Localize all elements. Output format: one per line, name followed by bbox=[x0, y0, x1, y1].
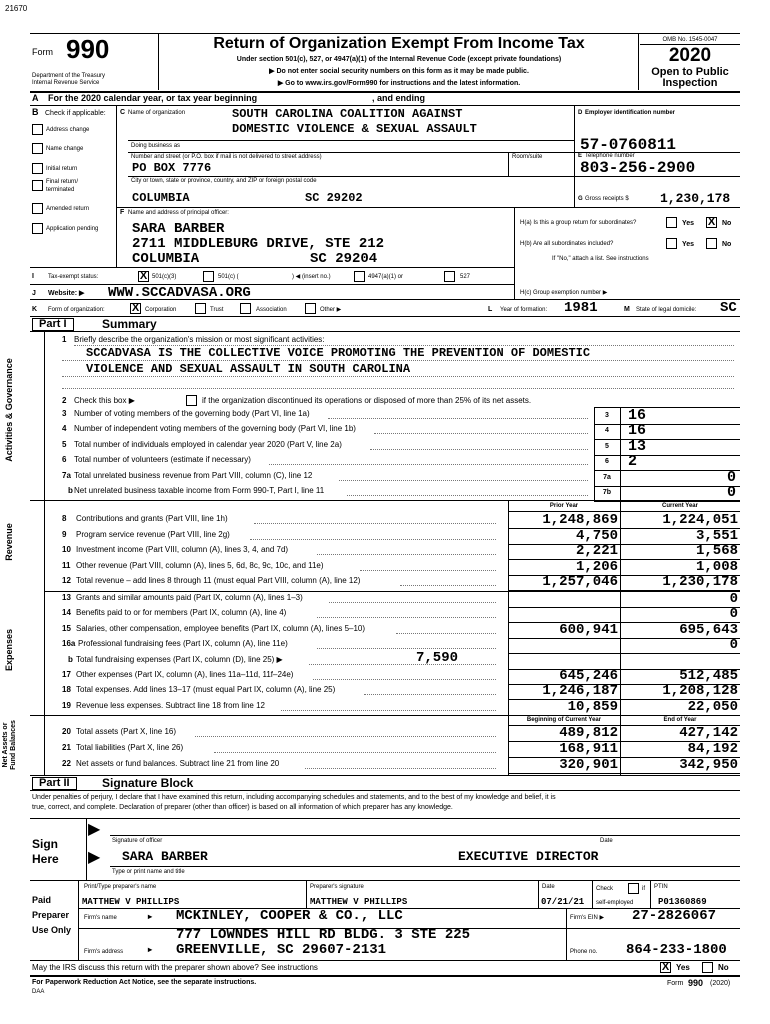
sign-arrow-icon-2: ▶ bbox=[88, 849, 101, 866]
amended-return-label: Amended return bbox=[46, 206, 90, 212]
net-line-num: 21 bbox=[62, 743, 71, 752]
check-label: Check bbox=[596, 886, 614, 892]
line-j-text: Website: ▶ bbox=[48, 290, 85, 297]
hb-yes-label: Yes bbox=[682, 241, 695, 248]
line-j-label: J bbox=[32, 290, 36, 297]
line-a-ending: , and ending bbox=[372, 93, 425, 103]
exp-current-value: 1,208,128 bbox=[662, 683, 738, 700]
ptin-label: PTIN bbox=[654, 884, 668, 890]
initial-return-checkbox[interactable] bbox=[32, 163, 43, 174]
discuss-yes-label: Yes bbox=[676, 963, 690, 972]
exp-prior-value: 600,941 bbox=[559, 621, 618, 638]
rev-dots bbox=[317, 554, 496, 555]
exp-line-text: Professional fundraising fees (Part IX, column (A), line 11e) bbox=[78, 639, 288, 649]
exp-current-value: 512,485 bbox=[679, 668, 738, 684]
box-c-label: C bbox=[120, 109, 126, 116]
gov-line-text: Net unrelated business taxable income from Form 990-T, Part I, line 11 bbox=[74, 486, 325, 495]
box-g-label: G bbox=[578, 196, 583, 202]
net-dots bbox=[305, 768, 496, 769]
exp-line-text: Grants and similar amounts paid (Part IX, column (A), lines 1–3) bbox=[76, 593, 303, 602]
street-address: PO BOX 7776 bbox=[132, 161, 212, 175]
firm-ein-label: Firm's EIN ▶ bbox=[570, 915, 605, 921]
exp-row-line bbox=[508, 653, 740, 654]
hb-no-checkbox[interactable] bbox=[706, 238, 717, 249]
final-return-label: Final return/ terminated bbox=[46, 179, 79, 193]
street-label: Number and street (or P.O. box if mail is not delivered to street address) bbox=[131, 154, 322, 160]
gov-value: 16 bbox=[628, 422, 647, 440]
dept-treasury: Department of the Treasury bbox=[32, 73, 106, 79]
website-url[interactable]: WWW.SCCADVASA.ORG bbox=[108, 285, 251, 301]
rev-line-text: Total revenue – add lines 8 through 11 (must equal Part VIII, column (A), line 12) bbox=[76, 576, 361, 586]
firm-name-label: Firm's name bbox=[84, 915, 117, 921]
ha-yes-checkbox[interactable] bbox=[666, 217, 677, 228]
line1-num: 1 bbox=[62, 335, 67, 344]
final-return-checkbox[interactable] bbox=[32, 180, 43, 191]
part2-title: Signature Block bbox=[102, 776, 194, 790]
form-number: 990 bbox=[66, 34, 110, 64]
part1-tag: Part I bbox=[32, 318, 74, 331]
footer-form-word: Form bbox=[667, 980, 684, 987]
col-beginning-year: Beginning of Current Year bbox=[526, 717, 602, 723]
document-id: 21670 bbox=[5, 4, 28, 13]
discuss-no-label: No bbox=[718, 963, 729, 972]
exp-dots bbox=[317, 617, 496, 618]
self-employed-label: self-employed bbox=[596, 900, 634, 906]
room-label: Room/suite bbox=[512, 154, 543, 160]
net-line-text: Total assets (Part X, line 16) bbox=[76, 727, 177, 736]
application-pending-checkbox[interactable] bbox=[32, 223, 43, 234]
city: COLUMBIA bbox=[132, 191, 190, 205]
sign-arrow-icon: ▶ bbox=[88, 821, 101, 838]
preparer-date: 07/21/21 bbox=[541, 897, 585, 907]
line-l-label: L bbox=[488, 306, 493, 313]
discuss-question: May the IRS discuss this return with the preparer shown above? See instructions bbox=[32, 963, 318, 972]
rev-line-num: 10 bbox=[62, 545, 71, 555]
gov-box-number: 6 bbox=[605, 458, 609, 466]
rev-prior-value: 1,257,046 bbox=[542, 574, 618, 591]
exp-dots bbox=[281, 710, 496, 711]
footer-form-number: 990 bbox=[688, 978, 704, 988]
prep-name-label: Print/Type preparer's name bbox=[84, 884, 157, 890]
gov-line-num: 6 bbox=[62, 455, 67, 465]
name-change-checkbox[interactable] bbox=[32, 143, 43, 154]
association-checkbox[interactable] bbox=[240, 303, 251, 314]
ptin-value: P01360869 bbox=[658, 897, 707, 907]
net-line-text: Total liabilities (Part X, line 26) bbox=[76, 743, 184, 752]
type-name-label: Type or print name and title bbox=[112, 869, 185, 875]
status-527-checkbox[interactable] bbox=[444, 271, 455, 282]
line2-text-a: Check this box ▶ bbox=[74, 396, 135, 405]
gov-dots bbox=[374, 433, 588, 434]
ha-no-checkbox[interactable]: X bbox=[707, 216, 716, 228]
exp-line-num: b bbox=[68, 654, 73, 664]
signature-officer-label: Signature of officer bbox=[112, 838, 163, 844]
sign-date-label: Date bbox=[600, 838, 613, 844]
officer-address: 2711 MIDDLEBURG DRIVE, STE 212 bbox=[132, 236, 385, 252]
box-f-text: Name and address of principal officer: bbox=[128, 210, 229, 216]
rev-line-num: 12 bbox=[62, 576, 71, 586]
mission-line2: VIOLENCE AND SEXUAL ASSAULT IN SOUTH CAROLINA bbox=[86, 362, 411, 376]
net-prior-value: 168,911 bbox=[559, 741, 618, 757]
sign-label: Sign bbox=[32, 837, 58, 851]
phone-value: 803-256-2900 bbox=[580, 159, 696, 177]
rev-prior-value: 1,206 bbox=[575, 558, 618, 575]
net-line-num: 20 bbox=[62, 727, 71, 736]
officer-state-zip: SC 29204 bbox=[310, 251, 378, 267]
gov-row-line bbox=[594, 439, 740, 440]
gov-value: 0 bbox=[726, 468, 736, 486]
exp-dots bbox=[396, 633, 496, 634]
gov-value: 0 bbox=[726, 484, 736, 501]
side-revenue: Revenue bbox=[4, 523, 14, 561]
firm-ein: 27-2826067 bbox=[632, 908, 717, 924]
preparer-label: Preparer bbox=[32, 910, 70, 920]
association-label: Association bbox=[256, 307, 287, 313]
insert-no-label: ) ◀ (insert no.) bbox=[292, 274, 331, 280]
self-employed-checkbox[interactable] bbox=[628, 883, 639, 894]
side-expenses: Expenses bbox=[4, 628, 14, 672]
exp-dots bbox=[313, 679, 496, 680]
rev-dots bbox=[254, 523, 496, 524]
box-b-title: Check if applicable: bbox=[45, 110, 106, 117]
prep-date-label: Date bbox=[542, 884, 555, 890]
exp-prior-value: 645,246 bbox=[559, 668, 618, 684]
use-only-label: Use Only bbox=[32, 925, 72, 935]
trust-label: Trust bbox=[210, 307, 224, 313]
irs-label: Internal Revenue Service bbox=[32, 80, 100, 86]
line-l-text: Year of formation: bbox=[500, 307, 548, 313]
exp-line-num: 17 bbox=[62, 670, 71, 679]
status-501c-checkbox[interactable] bbox=[203, 271, 214, 282]
city-label: City or town, state or province, country, and ZIP or foreign postal code bbox=[131, 178, 317, 184]
net-line-text: Net assets or fund balances. Subtract line 21 from line 20 bbox=[76, 759, 280, 768]
exp-prior-value: 1,246,187 bbox=[542, 683, 618, 700]
gov-line-num: 4 bbox=[62, 424, 67, 434]
line2-text-b: if the organization discontinued its operations or disposed of more than 25% of its net assets. bbox=[202, 396, 532, 405]
line-i-label: I bbox=[32, 273, 34, 280]
exp-line-num: 18 bbox=[62, 685, 71, 695]
part2-tag: Part II bbox=[32, 777, 77, 790]
open-inspection: Open to Public Inspection bbox=[644, 66, 736, 90]
gov-box-number: 7a bbox=[603, 473, 611, 481]
ha-no-label: No bbox=[722, 220, 732, 227]
exp-line-num: 14 bbox=[62, 608, 71, 618]
exp-line-num: 16a bbox=[62, 639, 76, 649]
side-activities: Activities & Governance bbox=[4, 358, 14, 462]
exp-current-value: 0 bbox=[729, 637, 738, 654]
firm-name: MCKINLEY, COOPER & CO., LLC bbox=[176, 908, 403, 924]
ha-yes-label: Yes bbox=[682, 220, 695, 227]
state-domicile: SC bbox=[720, 300, 737, 316]
discontinued-checkbox[interactable] bbox=[186, 395, 197, 406]
gov-dots bbox=[347, 495, 588, 496]
net-prior-value: 489,812 bbox=[559, 725, 618, 741]
rev-line-text: Contributions and grants (Part VIII, line 1h) bbox=[76, 514, 228, 523]
dba-label: Doing business as bbox=[131, 143, 181, 149]
application-pending-label: Application pending bbox=[46, 226, 99, 232]
if-label: if bbox=[642, 886, 645, 892]
line-a-label: A bbox=[32, 93, 39, 103]
officer-city: COLUMBIA bbox=[132, 251, 200, 267]
discuss-yes-checkbox[interactable]: X bbox=[661, 961, 670, 973]
preparer-name: MATTHEW V PHILLIPS bbox=[82, 897, 180, 907]
rev-line-text: Program service revenue (Part VIII, line 2g) bbox=[76, 529, 230, 539]
hc-label: H(c) Group exemption number ▶ bbox=[520, 290, 608, 296]
exp-line-text: Revenue less expenses. Subtract line 18 from line 12 bbox=[76, 700, 265, 710]
exp-line-num: 19 bbox=[62, 700, 71, 710]
gov-value: 16 bbox=[628, 407, 647, 424]
perjury-text-2: true, correct, and complete. Declaration of preparer (other than officer) is based on all information of which preparer has any knowledge. bbox=[32, 804, 453, 811]
rev-current-value: 1,008 bbox=[695, 558, 738, 575]
gov-dots bbox=[269, 464, 588, 465]
rev-dots bbox=[250, 539, 496, 540]
address-change-checkbox[interactable] bbox=[32, 124, 43, 135]
rev-current-value: 1,230,178 bbox=[662, 574, 738, 591]
gov-row-line bbox=[594, 455, 740, 456]
box-g-text: Gross receipts $ bbox=[585, 196, 629, 202]
exp-dots bbox=[329, 602, 496, 603]
exp-line-text: Total fundraising expenses (Part IX, column (D), line 25) ▶ bbox=[76, 654, 283, 664]
exp-current-value: 22,050 bbox=[687, 698, 738, 715]
preparer-signature: MATTHEW V PHILLIPS bbox=[310, 897, 408, 907]
status-4947-checkbox[interactable] bbox=[354, 271, 365, 282]
net-row-line bbox=[508, 773, 740, 774]
gov-line-num: 5 bbox=[62, 439, 67, 449]
gov-row-line bbox=[594, 424, 740, 425]
firm-address-1: 777 LOWNDES HILL RD BLDG. 3 STE 225 bbox=[176, 927, 471, 943]
line-i-text: Tax-exempt status: bbox=[48, 274, 99, 280]
status-527-label: 527 bbox=[460, 274, 471, 280]
line-k-text: Form of organization: bbox=[48, 307, 105, 313]
hb-question: H(b) Are all subordinates included? bbox=[520, 241, 614, 247]
rev-prior-value: 1,248,869 bbox=[542, 512, 618, 528]
gov-line-num: 3 bbox=[62, 409, 67, 418]
other-org-label: Other ▶ bbox=[320, 307, 342, 313]
side-net-assets: Net Assets or Fund Balances bbox=[2, 720, 17, 770]
col-prior-year: Prior Year bbox=[549, 503, 579, 509]
form-subtitle: Under section 501(c), 527, or 4947(a)(1) of the Internal Revenue Code (except private foundations) bbox=[236, 56, 562, 63]
preparer-phone: 864-233-1800 bbox=[626, 942, 727, 958]
firm-address-label: Firm's address bbox=[84, 949, 124, 955]
hb-yes-checkbox[interactable] bbox=[666, 238, 677, 249]
gross-receipts: 1,230,178 bbox=[660, 191, 731, 206]
rev-line-num: 9 bbox=[62, 529, 67, 539]
rev-current-value: 1,568 bbox=[695, 543, 738, 560]
mission-line1: SCCADVASA IS THE COLLECTIVE VOICE PROMOTING THE PREVENTION OF DOMESTIC bbox=[86, 346, 591, 360]
rev-line-text: Investment income (Part VIII, column (A), lines 3, 4, and 7d) bbox=[76, 545, 289, 555]
rev-line-num: 8 bbox=[62, 514, 67, 523]
rev-prior-value: 2,221 bbox=[575, 543, 618, 560]
paid-label: Paid bbox=[32, 895, 52, 905]
box-e-text: Telephone number bbox=[585, 153, 635, 159]
name-change-label: Name change bbox=[46, 146, 84, 152]
line2-num: 2 bbox=[62, 396, 67, 405]
corporation-checkbox[interactable]: X bbox=[131, 302, 140, 314]
gov-line-text: Number of voting members of the governing body (Part VI, line 1a) bbox=[74, 409, 310, 418]
rev-current-value: 1,224,051 bbox=[662, 512, 738, 528]
line1-text: Briefly describe the organization's mission or most significant activities: bbox=[74, 335, 325, 344]
here-label: Here bbox=[32, 852, 59, 866]
box-d-text: Employer identification number bbox=[585, 110, 676, 116]
perjury-text-1: Under penalties of perjury, I declare that I have examined this return, including accompanying schedules and statements, and to the best of my knowledge and belief, it is bbox=[32, 794, 556, 801]
net-current-value: 342,950 bbox=[679, 757, 738, 773]
rev-current-value: 3,551 bbox=[695, 527, 738, 544]
officer-name: SARA BARBER bbox=[132, 221, 225, 237]
line-k-label: K bbox=[32, 306, 38, 313]
status-4947-label: 4947(a)(1) or bbox=[368, 274, 404, 280]
box-d-label: D bbox=[578, 110, 583, 116]
col-end-year: End of Year bbox=[663, 717, 697, 723]
paperwork-notice: For Paperwork Reduction Act Notice, see the separate instructions. bbox=[32, 979, 257, 986]
gov-value: 2 bbox=[628, 453, 638, 471]
gov-box-number: 7b bbox=[602, 489, 612, 496]
exp-current-value: 0 bbox=[729, 606, 738, 623]
exp-line-text: Salaries, other compensation, employee benefits (Part IX, column (A), lines 5–10) bbox=[76, 623, 366, 633]
status-501c-label: 501(c) ( bbox=[218, 274, 239, 280]
other-org-checkbox[interactable] bbox=[305, 303, 316, 314]
line-m-label: M bbox=[624, 306, 630, 313]
discuss-no-checkbox[interactable] bbox=[702, 962, 713, 973]
exp-inline-value: 7,590 bbox=[416, 649, 459, 666]
line-m-text: State of legal domicile: bbox=[636, 307, 697, 313]
gov-row-line bbox=[594, 501, 740, 502]
ein-value: 57-0760811 bbox=[580, 136, 677, 154]
ha-question: H(a) Is this a group return for subordinates? bbox=[520, 220, 637, 226]
exp-line-num: 15 bbox=[62, 623, 71, 633]
omb-number: OMB No. 1545-0047 bbox=[662, 37, 718, 43]
exp-line-num: 13 bbox=[62, 593, 71, 602]
gov-box-number: 3 bbox=[605, 412, 609, 419]
exp-dots bbox=[364, 694, 496, 695]
firm-address-arrow-icon: ▸ bbox=[148, 945, 153, 954]
exp-dots bbox=[309, 664, 496, 665]
form-word: Form bbox=[32, 47, 53, 57]
initial-return-label: Initial return bbox=[46, 166, 78, 172]
daa-label: DAA bbox=[32, 989, 45, 995]
org-name-line1: SOUTH CAROLINA COALITION AGAINST bbox=[232, 107, 463, 121]
exp-line-text: Benefits paid to or for members (Part IX, column (A), line 4) bbox=[76, 608, 287, 618]
ssn-warning: ▶ Do not enter social security numbers on this form as it may be made public. bbox=[269, 68, 529, 75]
exp-dots bbox=[317, 648, 496, 649]
net-dots bbox=[195, 736, 497, 737]
col-current-year: Current Year bbox=[662, 503, 698, 509]
net-prior-value: 320,901 bbox=[559, 757, 618, 773]
gov-box-number: 4 bbox=[605, 427, 609, 435]
trust-checkbox[interactable] bbox=[195, 303, 206, 314]
net-line-num: 22 bbox=[62, 759, 71, 768]
exp-line-text: Total expenses. Add lines 13–17 (must equal Part IX, column (A), line 25) bbox=[76, 685, 336, 695]
gov-line-text: Number of independent voting members of the governing body (Part VI, line 1b) bbox=[74, 424, 356, 434]
phone-label: Phone no. bbox=[570, 949, 598, 955]
gov-box-number: 5 bbox=[605, 442, 609, 450]
gov-value: 13 bbox=[628, 437, 647, 455]
firm-address-2: GREENVILLE, SC 29607-2131 bbox=[176, 942, 387, 958]
status-501c3-label: 501(c)(3) bbox=[152, 274, 177, 280]
address-change-label: Address change bbox=[46, 127, 90, 133]
exp-prior-value: 10,859 bbox=[567, 698, 618, 715]
tax-year: 2020 bbox=[668, 45, 712, 66]
gov-line-text: Total unrelated business revenue from Part VIII, column (C), line 12 bbox=[74, 470, 313, 480]
firm-name-arrow-icon: ▸ bbox=[148, 912, 153, 921]
rev-prior-value: 4,750 bbox=[575, 527, 618, 544]
net-dots bbox=[214, 752, 496, 753]
net-current-value: 84,192 bbox=[687, 741, 738, 757]
gov-dots bbox=[370, 449, 588, 450]
rev-dots bbox=[360, 570, 496, 571]
org-name-line2: DOMESTIC VIOLENCE & SEXUAL ASSAULT bbox=[232, 122, 477, 136]
part1-title: Summary bbox=[102, 317, 157, 331]
box-f-label: F bbox=[120, 209, 125, 216]
exp-current-value: 695,643 bbox=[679, 621, 738, 638]
exp-line-text: Other expenses (Part IX, column (A), lines 11a–11d, 11f–24e) bbox=[76, 670, 294, 679]
gov-dots bbox=[339, 480, 588, 481]
status-501c3-checkbox[interactable]: X bbox=[139, 270, 148, 282]
gov-line-num: 7a bbox=[62, 470, 71, 480]
amended-return-checkbox[interactable] bbox=[32, 203, 43, 214]
gov-line-text: Total number of volunteers (estimate if necessary) bbox=[74, 455, 251, 465]
prep-sig-label: Preparer's signature bbox=[310, 884, 364, 890]
box-e-label: E bbox=[578, 153, 583, 159]
rev-dots bbox=[400, 585, 496, 586]
box-b-label: B bbox=[32, 107, 39, 117]
net-current-value: 427,142 bbox=[679, 725, 738, 741]
hb-note: If "No," attach a list. See instructions bbox=[552, 256, 649, 262]
irs-url-note: ▶ Go to www.irs.gov/Form990 for instructions and the latest information. bbox=[277, 80, 521, 87]
state-zip: SC 29202 bbox=[305, 191, 363, 205]
year-formation: 1981 bbox=[564, 300, 598, 316]
officer-title: EXECUTIVE DIRECTOR bbox=[458, 849, 599, 864]
corporation-label: Corporation bbox=[145, 307, 177, 313]
gov-line-text: Total number of individuals employed in calendar year 2020 (Part V, line 2a) bbox=[74, 439, 342, 449]
line-a-text: For the 2020 calendar year, or tax year beginning bbox=[48, 93, 258, 103]
exp-current-value: 0 bbox=[729, 591, 738, 607]
officer-sign-name: SARA BARBER bbox=[122, 849, 208, 864]
box-c-text: Name of organization bbox=[128, 110, 186, 116]
rev-line-num: 11 bbox=[62, 560, 71, 570]
footer-form-year: (2020) bbox=[710, 980, 731, 987]
form-title: Return of Organization Exempt From Income Tax bbox=[213, 35, 585, 52]
gov-line-num: b bbox=[68, 486, 73, 495]
gov-dots bbox=[328, 418, 589, 419]
rev-line-text: Other revenue (Part VIII, column (A), lines 5, 6d, 8c, 9c, 10c, and 11e) bbox=[76, 560, 324, 570]
hb-no-label: No bbox=[722, 241, 732, 248]
